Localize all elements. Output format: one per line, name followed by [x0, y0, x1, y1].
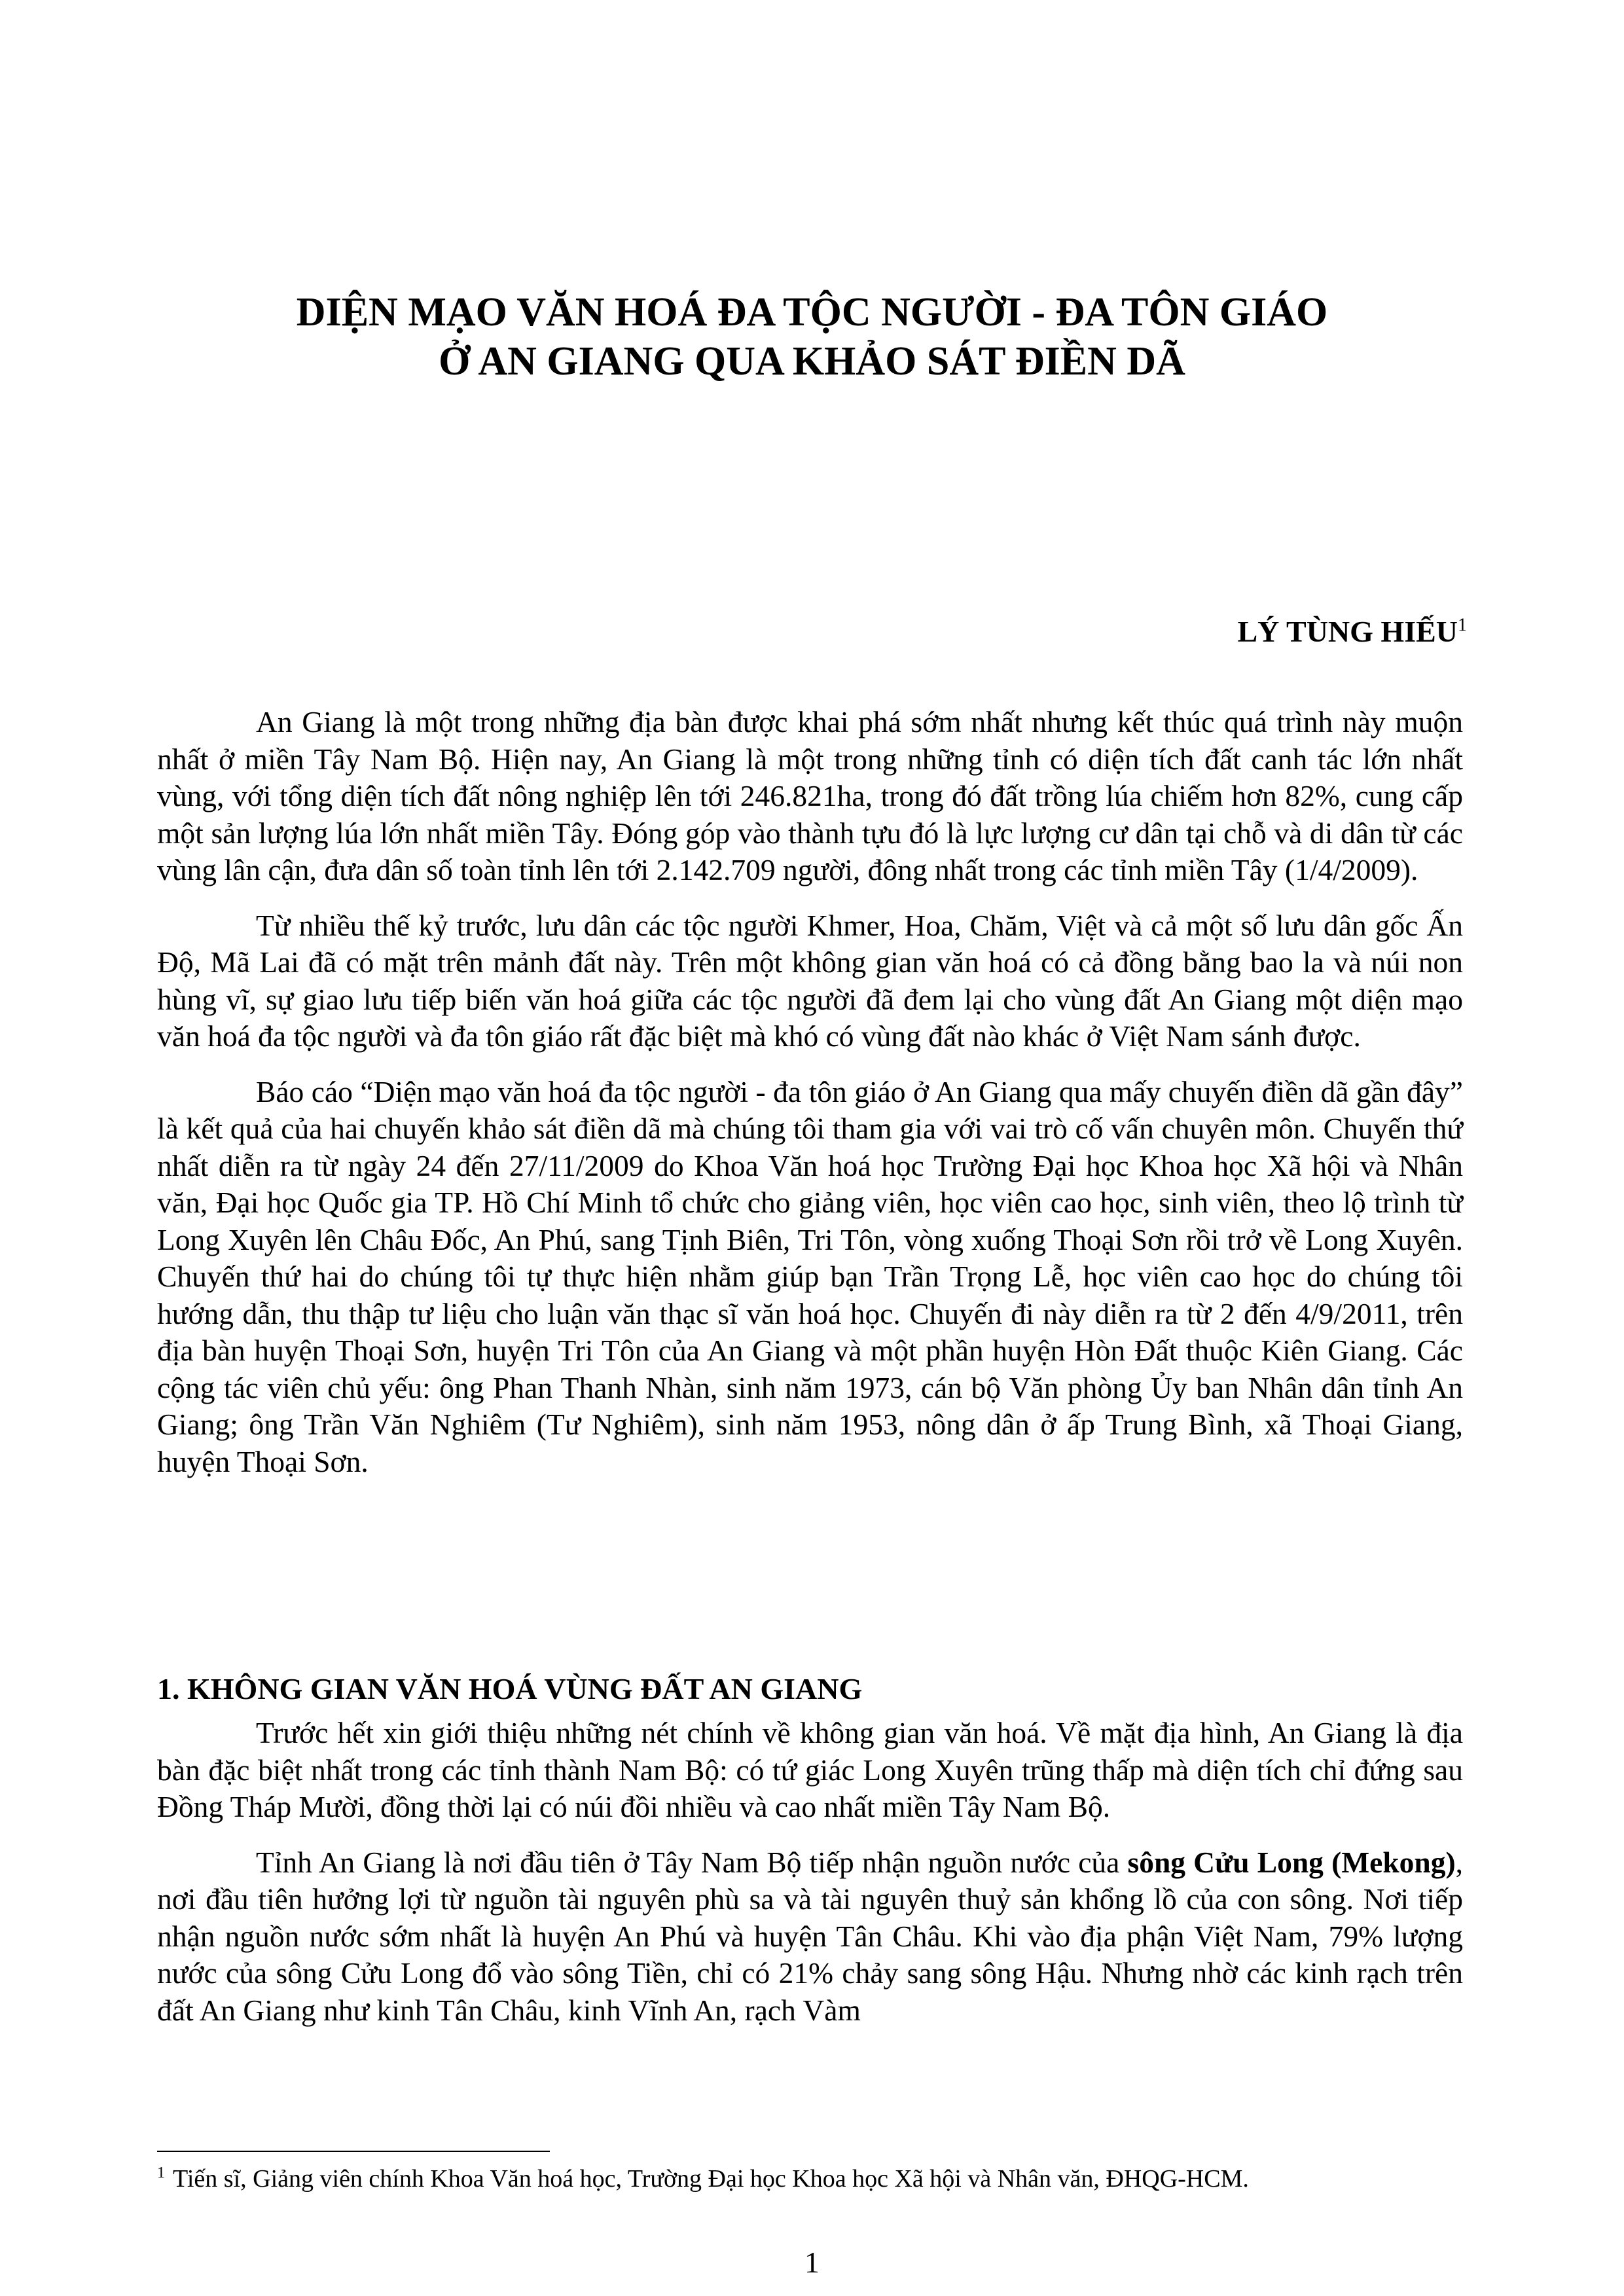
footnote-divider [157, 2151, 550, 2152]
paragraph-2-lead: Tỉnh An Giang là nơi đầu tiên ở Tây Nam Bộ tiếp nhận nguồn nước của [256, 1845, 1128, 1879]
mekong-english-name: (Mekong) [1331, 1845, 1456, 1879]
title-line-2: Ở AN GIANG QUA KHẢO SÁT ĐIỀN DÃ [439, 339, 1185, 384]
intro-paragraph-3: Báo cáo “Diện mạo văn hoá đa tộc người - đa tôn giáo ở An Giang qua mấy chuyến điền dã gần đây” là kết quả của hai chuyến khảo sát điền dã mà chúng tôi tham gia với vai trò cố vấn chuyên môn. Chuyến thứ nhất diễn ra từ ngày 24 đến 27/11/2009 do Khoa Văn hoá học Trường Đại học Khoa học Xã hội và Nhân văn, Đại học Quốc gia TP. Hồ Chí Minh tổ chức cho giảng viên, học viên cao học, sinh viên, theo lộ trình từ Long Xuyên lên Châu Đốc, An Phú, sang Tịnh Biên, Tri Tôn, vòng xuống Thoại Sơn rồi trở về Long Xuyên. Chuyến thứ hai do chúng tôi tự thực hiện nhằm giúp bạn Trần Trọng Lễ, học viên cao học do chúng tôi hướng dẫn, thu thập tư liệu cho luận văn thạc sĩ văn hoá học. Chuyến đi này diễn ra từ 2 đến 4/9/2011, trên địa bàn huyện Thoại Sơn, huyện Tri Tôn của An Giang và một phần huyện Hòn Đất thuộc Kiên Giang. Các cộng tác viên chủ yếu: ông Phan Thanh Nhàn, sinh năm 1973, cán bộ Văn phòng Ủy ban Nhân dân tỉnh An Giang; ông Trần Văn Nghiêm (Tư Nghiêm), sinh năm 1953, nông dân ở ấp Trung Bình, xã Thoại Giang, huyện Thoại Sơn. [157, 1074, 1463, 1478]
section-1-paragraph-1: Trước hết xin giới thiệu những nét chính về không gian văn hoá. Về mặt địa hình, An Giang là địa bàn đặc biệt nhất trong các tỉnh thành Nam Bộ: có tứ giác Long Xuyên trũng thấp mà diện tích chỉ đứng sau Đồng Tháp Mười, đồng thời lại có núi đồi nhiều và cao nhất miền Tây Nam Bộ. [157, 1716, 1463, 1823]
intro-paragraph-1: An Giang là một trong những địa bàn được khai phá sớm nhất nhưng kết thúc quá trình này muộn nhất ở miền Tây Nam Bộ. Hiện nay, An Giang là một trong những tỉnh có diện tích đất canh tác lớn nhất vùng, với tổng diện tích đất nông nghiệp lên tới 246.821ha, trong đó đất trồng lúa chiếm hơn 82%, cung cấp một sản lượng lúa lớn nhất miền Tây. Đóng góp vào thành tựu đó là lực lượng cư dân tại chỗ và di dân từ các vùng lân cận, đưa dân số toàn tỉnh lên tới 2.142.709 người, đông nhất trong các tỉnh miền Tây (1/4/2009). [157, 705, 1463, 886]
author-footnote-mark: 1 [1458, 615, 1467, 636]
page-number: 1 [804, 2246, 820, 2279]
title-line-1: DIỆN MẠO VĂN HOÁ ĐA TỘC NGƯỜI - ĐA TÔN GIÁO [296, 290, 1328, 335]
footnote [157, 2164, 1463, 2195]
paragraph-2-space [1324, 1846, 1331, 1879]
author-name-text: LÝ TÙNG HIẾU [1237, 615, 1458, 648]
paragraph-2-rest: , nơi đầu tiên hưởng lợi từ nguồn tài nguyên phù sa và tài nguyên thuỷ sản khổng lồ của con sông. Nơi tiếp nhận nguồn nước sớm nhất là huyện An Phú và huyện Tân Châu. Khi vào địa phận Việt Nam, 79% lượng nước của sông Cửu Long đổ vào sông Tiền, chỉ có 21% chảy sang sông Hậu. Nhưng nhờ các kinh rạch trên đất An Giang như kinh Tân Châu, kinh Vĩnh An, rạch Vàm [157, 1845, 1463, 2027]
section-1-heading: 1. KHÔNG GIAN VĂN HOÁ VÙNG ĐẤT AN GIANG [157, 1672, 863, 1705]
author-name [1237, 612, 1467, 651]
section-1-body [157, 1715, 1463, 2029]
section-1-paragraph-2 [157, 1844, 1463, 2030]
footnote-text: Tiến sĩ, Giảng viên chính Khoa Văn hoá học, Trường Đại học Khoa học Xã hội và Nhân văn, ĐHQG-HCM. [173, 2165, 1249, 2193]
footnote-mark: 1 [157, 2164, 165, 2182]
document-title [157, 288, 1467, 386]
mekong-vietnamese-name: sông Cửu Long [1127, 1845, 1324, 1879]
intro-paragraph-2: Từ nhiều thế kỷ trước, lưu dân các tộc người Khmer, Hoa, Chăm, Việt và cả một số lưu dân gốc Ấn Độ, Mã Lai đã có mặt trên mảnh đất này. Trên một không gian văn hoá có cả đồng bằng bao la và núi non hùng vĩ, sự giao lưu tiếp biến văn hoá giữa các tộc người đã đem lại cho vùng đất An Giang một diện mạo văn hoá đa tộc người và đa tôn giáo rất đặc biệt mà khó có vùng đất nào khác ở Việt Nam sánh được. [157, 908, 1463, 1053]
intro-section [157, 704, 1463, 1480]
